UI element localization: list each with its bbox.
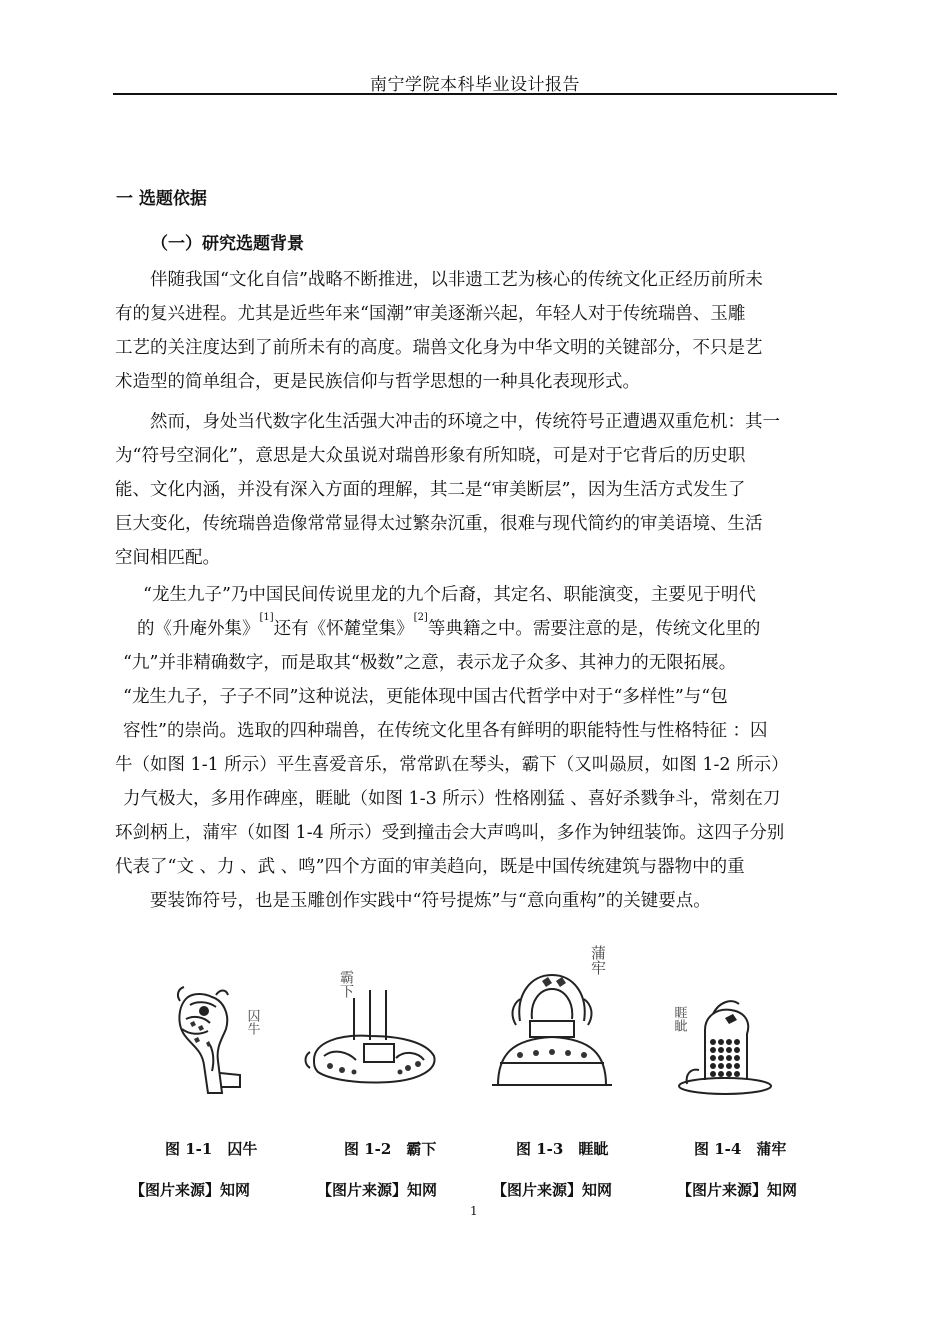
text-run: 等典籍之中。需要注意的是，传统文化里的 bbox=[427, 619, 761, 639]
text-line: 为“符号空洞化”，意思是大众虽说对瑞兽形象有所知晓，可是对于它背后的历史职 bbox=[115, 446, 746, 466]
figure-caption-1: 图 1-1 囚牛 bbox=[165, 1140, 258, 1158]
text-line: 巨大变化，传统瑞兽造像常常显得太过繁杂沉重，很难与现代简约的审美语境、生活 bbox=[115, 514, 763, 534]
text-line: 要装饰符号，也是玉雕创作实践中“符号提炼”与“意向重构”的关键要点。 bbox=[150, 891, 711, 911]
paragraph-3 bbox=[115, 578, 837, 918]
text-line: 有的复兴进程。尤其是近些年来“国潮”审美逐渐兴起，年轻人对于传统瑞兽、玉雕 bbox=[115, 304, 746, 324]
figure-caption-2: 图 1-2 霸下 bbox=[344, 1140, 437, 1158]
citation-ref: [1] bbox=[259, 612, 274, 623]
figure-label: 囚牛 bbox=[244, 1009, 260, 1035]
figure-label: 睚眦 bbox=[671, 1006, 687, 1032]
figure-source-2: 【图片来源】知网 bbox=[317, 1181, 438, 1199]
text-run: 还有《怀麓堂集》 bbox=[273, 619, 414, 639]
text-line: “龙生九子，子子不同”这种说法，更能体现中国古代哲学中对于“多样性”与“包 bbox=[123, 687, 728, 707]
text-line: “九”并非精确数字，而是取其“极数”之意，表示龙子众多、其神力的无限拓展。 bbox=[123, 653, 737, 673]
text-line: 环剑柄上，蒲牢（如图 1-4 所示）受到撞击会大声鸣叫，多作为钟纽装饰。这四子分别 bbox=[115, 823, 785, 843]
figure-caption-3: 图 1-3 睚眦 bbox=[516, 1140, 609, 1158]
text-line: 牛（如图 1-1 所示）平生喜爱音乐，常常趴在琴头，霸下（又叫赑屃，如图 1-2 所示） bbox=[115, 755, 789, 775]
text-line: 工艺的关注度达到了前所未有的高度。瑞兽文化身为中华文明的关键部分，不只是艺 bbox=[115, 338, 763, 358]
section-heading: 一 选题依据 bbox=[116, 189, 207, 209]
figure-label: 霸下 bbox=[338, 970, 354, 998]
paragraph-1 bbox=[115, 263, 837, 399]
figure-baxia-image bbox=[300, 960, 450, 1100]
figure-caption-4: 图 1-4 蒲牢 bbox=[694, 1140, 787, 1158]
text-line: “龙生九子”乃中国民间传说里龙的九个后裔，其定名、职能演变，主要见于明代 bbox=[143, 585, 756, 605]
text-line: 能、文化内涵，并没有深入方面的理解，其二是“审美断层”，因为生活方式发生了 bbox=[115, 480, 746, 500]
figure-qiuniu-image bbox=[160, 975, 270, 1100]
text-line: 容性”的崇尚。选取的四种瑞兽，在传统文化里各有鲜明的职能特性与性格特征 ：囚 bbox=[123, 721, 768, 741]
figure-source-3: 【图片来源】知网 bbox=[492, 1181, 613, 1199]
text-line: 空间相匹配。 bbox=[115, 548, 220, 568]
text-line: 伴随我国“文化自信”战略不断推进，以非遗工艺为核心的传统文化正经历前所未 bbox=[150, 270, 763, 290]
text-line: 力气极大，多用作碑座，睚眦（如图 1-3 所示）性格刚猛 、喜好杀戮争斗，常刻在刀 bbox=[123, 789, 781, 809]
page-header: 南宁学院本科毕业设计报告 bbox=[370, 75, 580, 95]
subsection-heading: （一）研究选题背景 bbox=[151, 234, 304, 254]
text-line: 然而，身处当代数字化生活强大冲击的环境之中，传统符号正遭遇双重危机：其一 bbox=[150, 412, 780, 432]
text-line bbox=[115, 612, 837, 646]
text-line: 术造型的简单组合，更是民族信仰与哲学思想的一种具化表现形式。 bbox=[115, 372, 640, 392]
page-number: 1 bbox=[470, 1204, 478, 1218]
figure-label: 蒲牢 bbox=[589, 945, 607, 975]
paragraph-2 bbox=[115, 405, 837, 575]
text-run: 的《升庵外集》 bbox=[137, 619, 260, 639]
header-rule bbox=[113, 93, 837, 95]
text-line: 代表了“文 、力 、武 、鸣”四个方面的审美趋向，既是中国传统建筑与器物中的重 bbox=[115, 857, 745, 877]
figure-source-1: 【图片来源】知网 bbox=[130, 1181, 251, 1199]
figure-source-4: 【图片来源】知网 bbox=[677, 1181, 798, 1199]
citation-ref: [2] bbox=[413, 612, 428, 623]
figure-pulao-image bbox=[480, 935, 620, 1115]
figure-yazi-image bbox=[665, 990, 785, 1100]
